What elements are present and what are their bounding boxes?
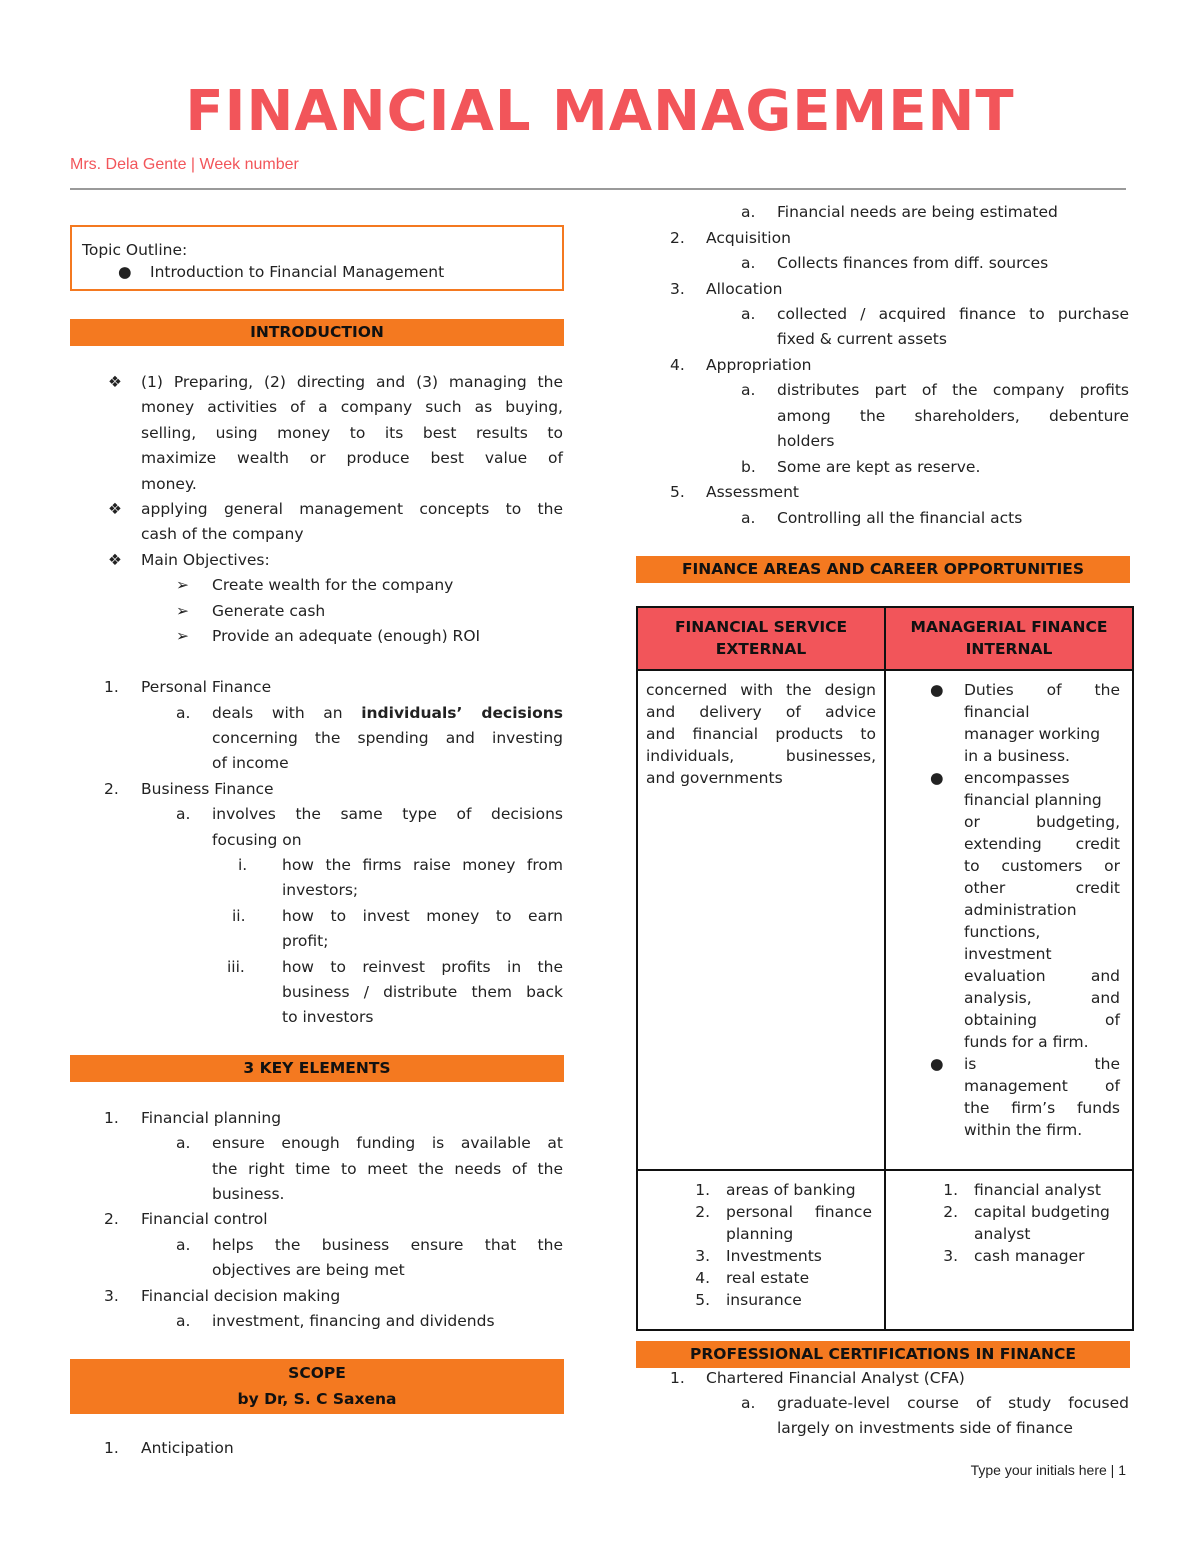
list-number: 5. <box>670 483 685 501</box>
list-number: 1. <box>104 678 119 696</box>
scope-item-1: Anticipation <box>141 1439 234 1457</box>
personal-finance-a-line: of income <box>212 754 289 772</box>
bullet-icon: ● <box>930 1055 944 1073</box>
list-number: 3. <box>670 280 685 298</box>
scope-item-2: Acquisition <box>706 229 791 247</box>
bullet-line: functions, <box>964 923 1041 941</box>
list-roman: ii. <box>232 907 246 925</box>
section-heading-certifications: PROFESSIONAL CERTIFICATIONS IN FINANCE <box>636 1341 1130 1368</box>
managerial-finance-description <box>885 670 1133 1170</box>
section-heading-introduction: INTRODUCTION <box>70 319 564 346</box>
desc-line: and governments <box>646 769 783 787</box>
list-number: 3. <box>104 1287 119 1305</box>
financial-service-description <box>637 670 885 1170</box>
list-number: 2. <box>104 780 119 798</box>
managerial-finance-careers <box>885 1170 1133 1330</box>
bullet-line: financial planning <box>964 791 1102 809</box>
business-finance-iii-line: to investors <box>282 1008 374 1026</box>
bullet-line: extending credit <box>964 835 1120 853</box>
section-heading-finance-areas: FINANCE AREAS AND CAREER OPPORTUNITIES <box>636 556 1130 583</box>
diamond-bullet-icon: ❖ <box>108 551 122 569</box>
bullet-icon: ● <box>118 263 132 281</box>
bullet-line: or budgeting, <box>964 813 1120 831</box>
intro-bullet-1-line: selling, using money to its best results to <box>141 424 563 442</box>
bullet-line: encompasses <box>964 769 1070 787</box>
topic-outline-box <box>70 225 564 291</box>
personal-finance-a <box>212 701 563 727</box>
intro-bullet-3: Main Objectives: <box>141 551 270 569</box>
career-item: Investments <box>726 1247 822 1265</box>
key-element-2a-line: objectives are being met <box>212 1261 405 1279</box>
desc-line: concerned with the design <box>646 681 876 699</box>
certification-1a-line: graduate-level course of study focused <box>777 1394 1129 1412</box>
bullet-icon: ● <box>930 681 944 699</box>
list-letter: a. <box>741 509 756 527</box>
header-divider <box>70 188 1126 190</box>
header-line: FINANCIAL SERVICE <box>674 618 848 636</box>
topic-outline-label: Topic Outline: <box>82 241 188 259</box>
career-item: planning <box>726 1225 794 1243</box>
bullet-line: the firm’s funds <box>964 1099 1120 1117</box>
objective-item: Generate cash <box>212 602 326 620</box>
list-letter: a. <box>176 1134 191 1152</box>
business-finance-iii-line: how to reinvest profits in the <box>282 958 563 976</box>
intro-bullet-1-line: money activities of a company such as buying, <box>141 398 563 416</box>
bullet-line: in a business. <box>964 747 1070 765</box>
list-letter: a. <box>176 704 191 722</box>
bullet-line: administration <box>964 901 1077 919</box>
bullet-line: to customers or <box>964 857 1120 875</box>
list-letter: a. <box>176 1236 191 1254</box>
list-item: 4. real estate <box>695 1269 810 1287</box>
scope-item-4a-line: distributes part of the company profits <box>777 381 1129 399</box>
intro-bullet-1-line: (1) Preparing, (2) directing and (3) managing the <box>141 373 563 391</box>
business-finance-ii-line: how to invest money to earn <box>282 907 563 925</box>
header-line: MANAGERIAL FINANCE <box>910 618 1108 636</box>
key-element-2a-line: helps the business ensure that the <box>212 1236 563 1254</box>
career-item: real estate <box>726 1269 810 1287</box>
page-subtitle: Mrs. Dela Gente | Week number <box>70 156 299 173</box>
scope-item-4b: Some are kept as reserve. <box>777 458 981 476</box>
personal-finance-title: Personal Finance <box>141 678 272 696</box>
business-finance-ii-line: profit; <box>282 932 329 950</box>
list-item <box>886 1053 1120 1141</box>
section-heading-key-elements: 3 KEY ELEMENTS <box>70 1055 564 1082</box>
list-item: 3. Investments <box>695 1247 822 1265</box>
list-item <box>886 767 1120 1053</box>
desc-line: individuals, businesses, <box>646 747 876 765</box>
bullet-line: analysis, and <box>964 989 1120 1007</box>
table-header-financial-service <box>637 607 885 670</box>
career-item: cash manager <box>974 1247 1085 1265</box>
scope-item-4a-line: holders <box>777 432 835 450</box>
career-item: financial analyst <box>974 1181 1101 1199</box>
objective-item: Provide an adequate (enough) ROI <box>212 627 481 645</box>
table-row <box>637 670 1133 1170</box>
list-letter: a. <box>741 203 756 221</box>
bullet-line: Duties of the <box>964 681 1120 699</box>
scope-item-5a: Controlling all the financial acts <box>777 509 1023 527</box>
intro-bullet-1-line: money. <box>141 475 197 493</box>
bullet-line: investment <box>964 945 1052 963</box>
personal-finance-a-line: concerning the spending and investing <box>212 729 563 747</box>
list-letter: a. <box>741 1394 756 1412</box>
page-footer: Type your initials here | 1 <box>970 1462 1126 1478</box>
list-item: 5. insurance <box>695 1291 802 1309</box>
topic-outline-item: Introduction to Financial Management <box>150 263 445 281</box>
list-item: 2. personal finance planning <box>695 1203 872 1243</box>
certification-1a-line: largely on investments side of finance <box>777 1419 1073 1437</box>
list-item: 1. financial analyst <box>943 1181 1101 1199</box>
list-number: 1. <box>670 1369 685 1387</box>
section-heading-scope <box>70 1359 564 1414</box>
list-letter: a. <box>741 254 756 272</box>
key-element-1: Financial planning <box>141 1109 282 1127</box>
bullet-line: is the <box>964 1055 1120 1073</box>
career-item: insurance <box>726 1291 802 1309</box>
list-item: 2. capital budgeting analyst <box>886 1201 1120 1245</box>
arrow-bullet-icon: ➢ <box>176 627 189 645</box>
bullet-line: within the firm. <box>964 1121 1083 1139</box>
career-item: analyst <box>974 1225 1031 1243</box>
list-item <box>886 679 1120 767</box>
bullet-icon: ● <box>930 769 944 787</box>
bullet-line: other credit <box>964 879 1120 897</box>
financial-service-careers <box>637 1170 885 1330</box>
certification-1: Chartered Financial Analyst (CFA) <box>706 1369 965 1387</box>
list-number: 1. <box>104 1439 119 1457</box>
list-letter: a. <box>176 1312 191 1330</box>
objective-item: Create wealth for the company <box>212 576 454 594</box>
bullet-line: financial <box>964 703 1030 721</box>
key-element-1a-line: business. <box>212 1185 285 1203</box>
table-header-managerial-finance <box>885 607 1133 670</box>
business-finance-a-line: involves the same type of decisions <box>212 805 563 823</box>
desc-line: and financial products to <box>646 725 876 743</box>
scope-heading-line2: by Dr, S. C Saxena <box>237 1390 397 1408</box>
diamond-bullet-icon: ❖ <box>108 500 122 518</box>
arrow-bullet-icon: ➢ <box>176 602 189 620</box>
list-number: 2. <box>670 229 685 247</box>
business-finance-iii-line: business / distribute them back <box>282 983 563 1001</box>
career-item: personal finance <box>726 1203 872 1221</box>
intro-bullet-1-line: maximize wealth or produce best value of <box>141 449 563 467</box>
list-number: 1. <box>104 1109 119 1127</box>
table-header-row <box>637 607 1133 670</box>
scope-item-2a: Collects finances from diff. sources <box>777 254 1049 272</box>
bullet-line: management of <box>964 1077 1120 1095</box>
scope-heading-line1: SCOPE <box>288 1364 346 1382</box>
business-finance-i-line: investors; <box>282 881 359 899</box>
bullet-line: manager working <box>964 725 1101 743</box>
scope-item-3a-line: fixed & current assets <box>777 330 947 348</box>
list-number: 4. <box>670 356 685 374</box>
scope-item-4a-line: among the shareholders, debenture <box>777 407 1129 425</box>
list-letter: a. <box>741 305 756 323</box>
scope-item-5: Assessment <box>706 483 799 501</box>
business-finance-a-line: focusing on <box>212 831 302 849</box>
list-letter: a. <box>741 381 756 399</box>
diamond-bullet-icon: ❖ <box>108 373 122 391</box>
header-line: EXTERNAL <box>715 640 807 658</box>
list-letter: b. <box>741 458 756 476</box>
list-roman: i. <box>238 856 248 874</box>
intro-bullet-2-line: applying general management concepts to the <box>141 500 563 518</box>
personal-finance-a-pre: deals with an <box>212 704 343 722</box>
bullet-line: evaluation and <box>964 967 1120 985</box>
bullet-line: obtaining of <box>964 1011 1120 1029</box>
desc-line: and delivery of advice <box>646 703 876 721</box>
career-item: capital budgeting <box>974 1203 1110 1221</box>
list-number: 2. <box>104 1210 119 1228</box>
key-element-3: Financial decision making <box>141 1287 341 1305</box>
key-element-2: Financial control <box>141 1210 268 1228</box>
key-element-1a-line: the right time to meet the needs of the <box>212 1160 563 1178</box>
personal-finance-a-bold: individuals’ decisions <box>361 704 563 722</box>
finance-areas-table <box>636 606 1134 1331</box>
list-item: 1. areas of banking <box>695 1181 856 1199</box>
page-title: FINANCIAL MANAGEMENT <box>185 79 1015 144</box>
business-finance-title: Business Finance <box>141 780 274 798</box>
bullet-line: funds for a firm. <box>964 1033 1089 1051</box>
scope-item-3: Allocation <box>706 280 783 298</box>
list-letter: a. <box>176 805 191 823</box>
list-roman: iii. <box>227 958 245 976</box>
career-item: areas of banking <box>726 1181 856 1199</box>
scope-item-3a-line: collected / acquired finance to purchase <box>777 305 1129 323</box>
arrow-bullet-icon: ➢ <box>176 576 189 594</box>
key-element-3a: investment, financing and dividends <box>212 1312 495 1330</box>
list-item: 3. cash manager <box>943 1247 1085 1265</box>
intro-bullet-2-line: cash of the company <box>141 525 304 543</box>
business-finance-i-line: how the firms raise money from <box>282 856 563 874</box>
scope-item-1a: Financial needs are being estimated <box>777 203 1058 221</box>
key-element-1a-line: ensure enough funding is available at <box>212 1134 563 1152</box>
header-line: INTERNAL <box>965 640 1053 658</box>
table-row <box>637 1170 1133 1330</box>
scope-item-4: Appropriation <box>706 356 812 374</box>
